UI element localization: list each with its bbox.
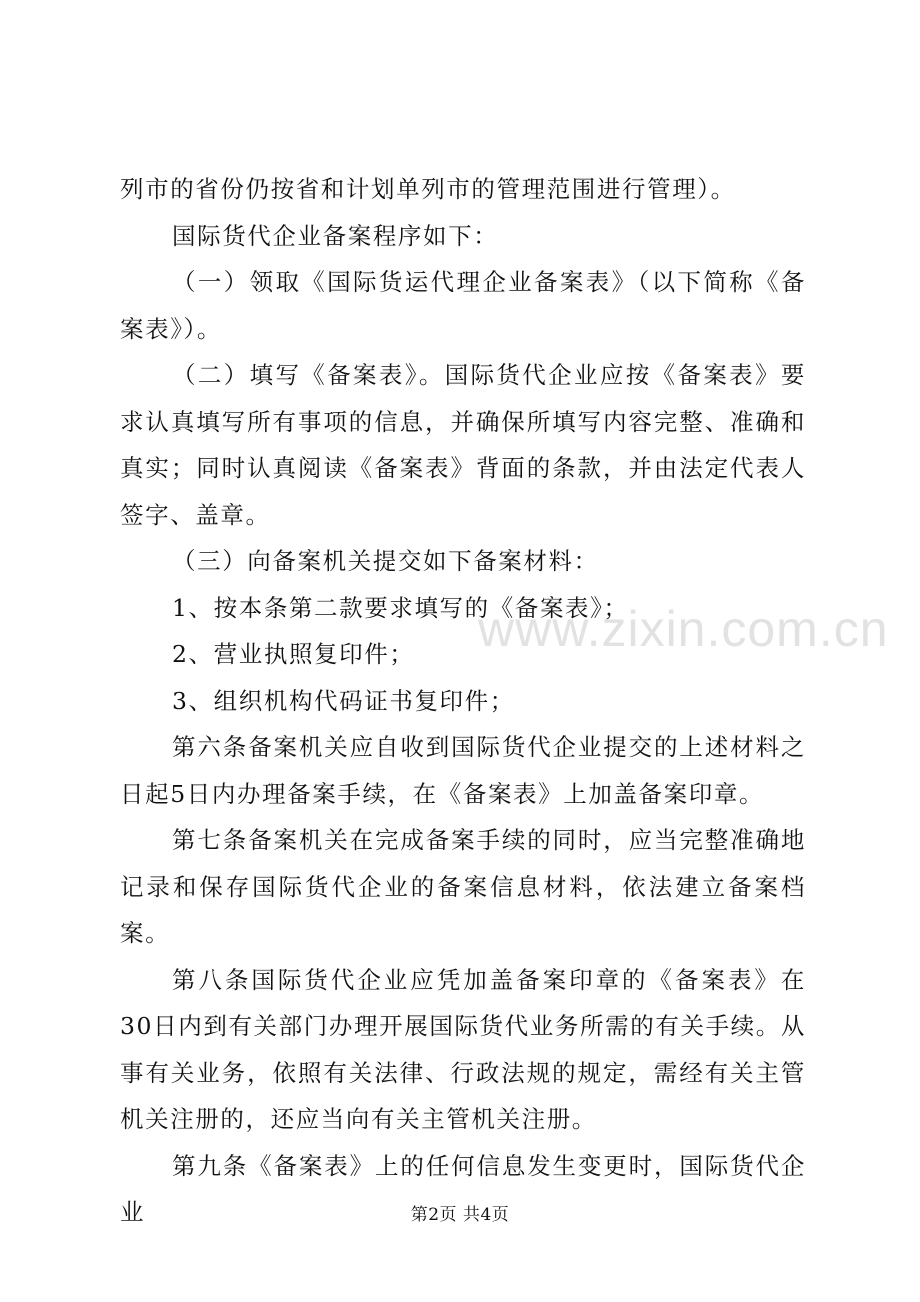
paragraph-9: 第六条备案机关应自收到国际货代企业提交的上述材料之日起5日内办理备案手续，在《备案表》上加盖备案印章。 (120, 733, 806, 808)
paragraph-11: 第八条国际货代企业应凭加盖备案印章的《备案表》在30日内到有关部门办理开展国际货代业务所需的有关手续。从事有关业务，依照有关法律、行政法规的规定，需经有关主管机关注册的，还应当向有关主管机关注册。 (120, 965, 806, 1133)
paragraph-1: 列市的省份仍按省和计划单列市的管理范围进行管理）。 (120, 175, 736, 203)
paragraph-5: （三）向备案机关提交如下备案材料： (172, 547, 599, 575)
paragraph-3: （一）领取《国际货运代理企业备案表》（以下简称《备案表》）。 (120, 268, 806, 343)
paragraph-7: 2、营业执照复印件； (172, 640, 415, 668)
paragraph-4: （二）填写《备案表》。国际货代企业应按《备案表》要求认真填写所有事项的信息，并确保所填写内容完整、准确和真实；同时认真阅读《备案表》背面的条款，并由法定代表人签字、盖章。 (120, 361, 806, 529)
paragraph-2: 国际货代企业备案程序如下： (172, 221, 499, 250)
paragraph-10: 第七条备案机关在完成备案手续的同时，应当完整准确地记录和保存国际货代企业的备案信息材料，依法建立备案档案。 (120, 826, 806, 947)
document-body (120, 166, 806, 1236)
paragraph-6: 1、按本条第二款要求填写的《备案表》； (172, 593, 629, 622)
page-footer: 第2页 共4页 (410, 1205, 510, 1225)
paragraph-8: 3、组织机构代码证书复印件； (172, 686, 515, 715)
watermark-text: www.zixin.com.cn (478, 601, 889, 657)
paragraph-12: 第九条《备案表》上的任何信息发生变更时，国际货代企业 (120, 1151, 806, 1226)
